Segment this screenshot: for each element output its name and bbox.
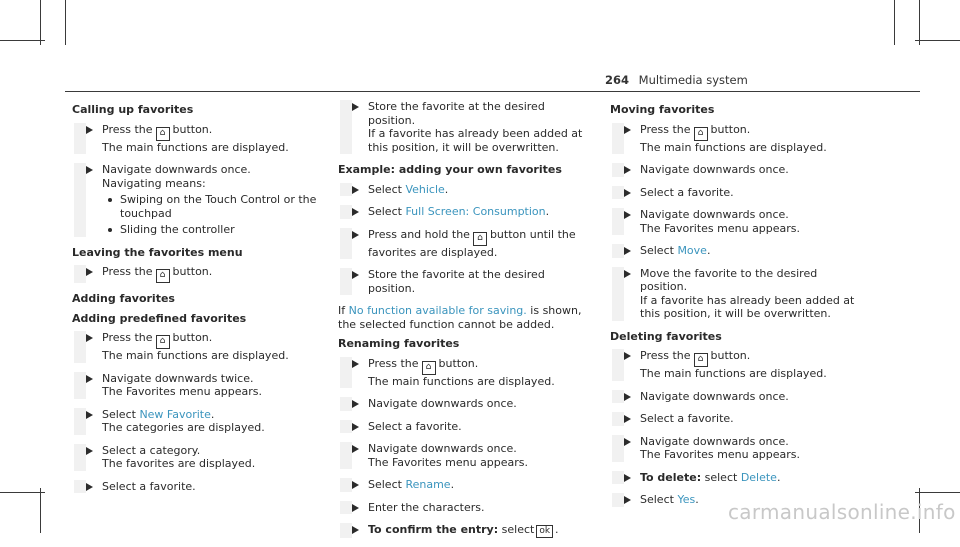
heading-deleting: Deleting favorites (610, 329, 722, 343)
crop-mark (915, 492, 960, 493)
arrow-icon (352, 271, 359, 279)
bullet-icon (108, 228, 112, 232)
arrow-icon (86, 375, 93, 383)
heading-renaming: Renaming favorites (338, 337, 460, 350)
message-no-function: No function available for saving. (348, 304, 527, 317)
note-text: If No function available for saving. is shown, the selected function cannot be added. (338, 304, 582, 331)
arrow-icon (352, 186, 359, 194)
home-icon: ⌂ (156, 335, 170, 349)
home-icon: ⌂ (473, 232, 487, 246)
menu-item-new-favorite: New Favorite (139, 407, 211, 421)
heading-example: Example: adding your own favorites (338, 163, 562, 176)
menu-item-delete: Delete (740, 470, 777, 484)
crop-mark (65, 0, 66, 45)
arrow-icon (86, 166, 93, 174)
step: Press the ⌂ button. The main functions are displayed. (340, 357, 590, 389)
arrow-icon (624, 166, 631, 174)
step: Store the favorite at the desired position. If a favorite has already been added at this position, it will be overwritten. (340, 100, 590, 154)
watermark: carmanualsonline.info (728, 500, 956, 524)
page-header (605, 73, 748, 87)
arrow-icon (86, 268, 93, 276)
menu-item-move: Move (677, 244, 707, 257)
menu-item-rename: Rename (405, 478, 451, 491)
arrow-icon (352, 231, 359, 239)
step: Navigate downwards once. The Favorites menu appears. (612, 208, 862, 235)
arrow-icon (624, 393, 631, 401)
crop-mark (919, 0, 920, 45)
heading-leaving: Leaving the favorites menu (72, 245, 243, 259)
step: Navigate downwards once. The Favorites menu appears. (340, 442, 590, 469)
step: Navigate downwards once. Navigating means: Swiping on the Touch Control or the touchpad Sliding the controller (74, 163, 317, 237)
list-item: Swiping on the Touch Control or the touchpad (108, 193, 317, 220)
arrow-icon (86, 411, 93, 419)
crop-mark (894, 0, 895, 45)
step: Press the ⌂ button. The main functions are displayed. (74, 331, 317, 363)
step: Navigate downwards once. (612, 390, 862, 404)
step: Select a favorite. (612, 412, 862, 426)
arrow-icon (86, 483, 93, 491)
ok-icon: ok (536, 525, 553, 538)
crop-mark (40, 488, 41, 533)
arrow-icon (624, 247, 631, 255)
arrow-icon (352, 103, 359, 111)
crop-mark (40, 0, 41, 45)
step: Press the ⌂ button. The main functions are displayed. (74, 123, 317, 155)
home-icon: ⌂ (156, 127, 170, 141)
arrow-icon (86, 126, 93, 134)
column-1 (72, 100, 317, 502)
home-icon: ⌂ (156, 269, 170, 283)
heading-adding-predefined: Adding predefined favorites (72, 311, 247, 325)
arrow-icon (624, 352, 631, 360)
home-icon: ⌂ (422, 361, 436, 375)
menu-item-vehicle: Vehicle (405, 182, 445, 196)
step: Move the favorite to the desired position. If a favorite has already been added at this position, it will be overwritten. (612, 267, 862, 321)
arrow-icon (352, 423, 359, 431)
list-item: Sliding the controller (108, 223, 317, 237)
column-3 (610, 100, 862, 516)
step: Press the ⌂ button. (74, 265, 317, 283)
arrow-icon (624, 270, 631, 278)
step: Enter the characters. (340, 501, 590, 515)
arrow-icon (624, 211, 631, 219)
arrow-icon (352, 481, 359, 489)
heading-adding: Adding favorites (72, 292, 175, 305)
step: Select a favorite. (340, 420, 590, 434)
home-icon: ⌂ (694, 127, 708, 141)
heading-calling: Calling up favorites (72, 103, 194, 116)
arrow-icon (352, 400, 359, 408)
step: Select Yes. (612, 493, 862, 507)
crop-mark (0, 40, 45, 41)
step: Select Rename. (340, 478, 590, 492)
step: Press and hold the ⌂ button until the favorites are displayed. (340, 228, 590, 260)
arrow-icon (624, 415, 631, 423)
bullet-icon (108, 198, 112, 202)
step: Navigate downwards once. (340, 397, 590, 411)
step: Select Move. (612, 244, 862, 258)
step: Select Full Screen: Consumption. (340, 205, 590, 219)
step: Press the ⌂ button. The main functions are displayed. (612, 349, 862, 381)
step: Navigate downwards twice. The Favorites menu appears. (74, 372, 317, 399)
step: Press the ⌂ button. The main functions are displayed. (612, 123, 862, 155)
step: Select a category. The favorites are displayed. (74, 444, 317, 471)
arrow-icon (624, 496, 631, 504)
section-title: Multimedia system (638, 73, 748, 87)
arrow-icon (624, 474, 631, 482)
arrow-icon (352, 445, 359, 453)
arrow-icon (624, 126, 631, 134)
menu-item-full-screen-consumption: Full Screen: Consumption (405, 205, 546, 218)
arrow-icon (86, 334, 93, 342)
arrow-icon (352, 504, 359, 512)
step: Select Vehicle. (340, 183, 590, 197)
arrow-icon (352, 360, 359, 368)
step: Select New Favorite. The categories are displayed. (74, 408, 317, 435)
step: Store the favorite at the desired position. (340, 268, 590, 295)
step: Select a favorite. (74, 480, 317, 494)
menu-item-yes: Yes (677, 493, 696, 506)
arrow-icon (624, 189, 631, 197)
crop-mark (0, 492, 45, 493)
step: Navigate downwards once. The Favorites menu appears. (612, 435, 862, 462)
step: Navigate downwards once. (612, 163, 862, 177)
arrow-icon (624, 438, 631, 446)
step: To delete: select Delete. (612, 471, 862, 485)
page-number: 264 (605, 73, 630, 87)
arrow-icon (352, 208, 359, 216)
arrow-icon (86, 447, 93, 455)
home-icon: ⌂ (694, 353, 708, 367)
heading-moving: Moving favorites (610, 103, 715, 116)
step: Select a favorite. (612, 186, 862, 200)
crop-mark (915, 40, 960, 41)
step: To confirm the entry: select ok . (340, 523, 590, 538)
column-2 (338, 100, 590, 547)
header-rule (65, 91, 920, 92)
